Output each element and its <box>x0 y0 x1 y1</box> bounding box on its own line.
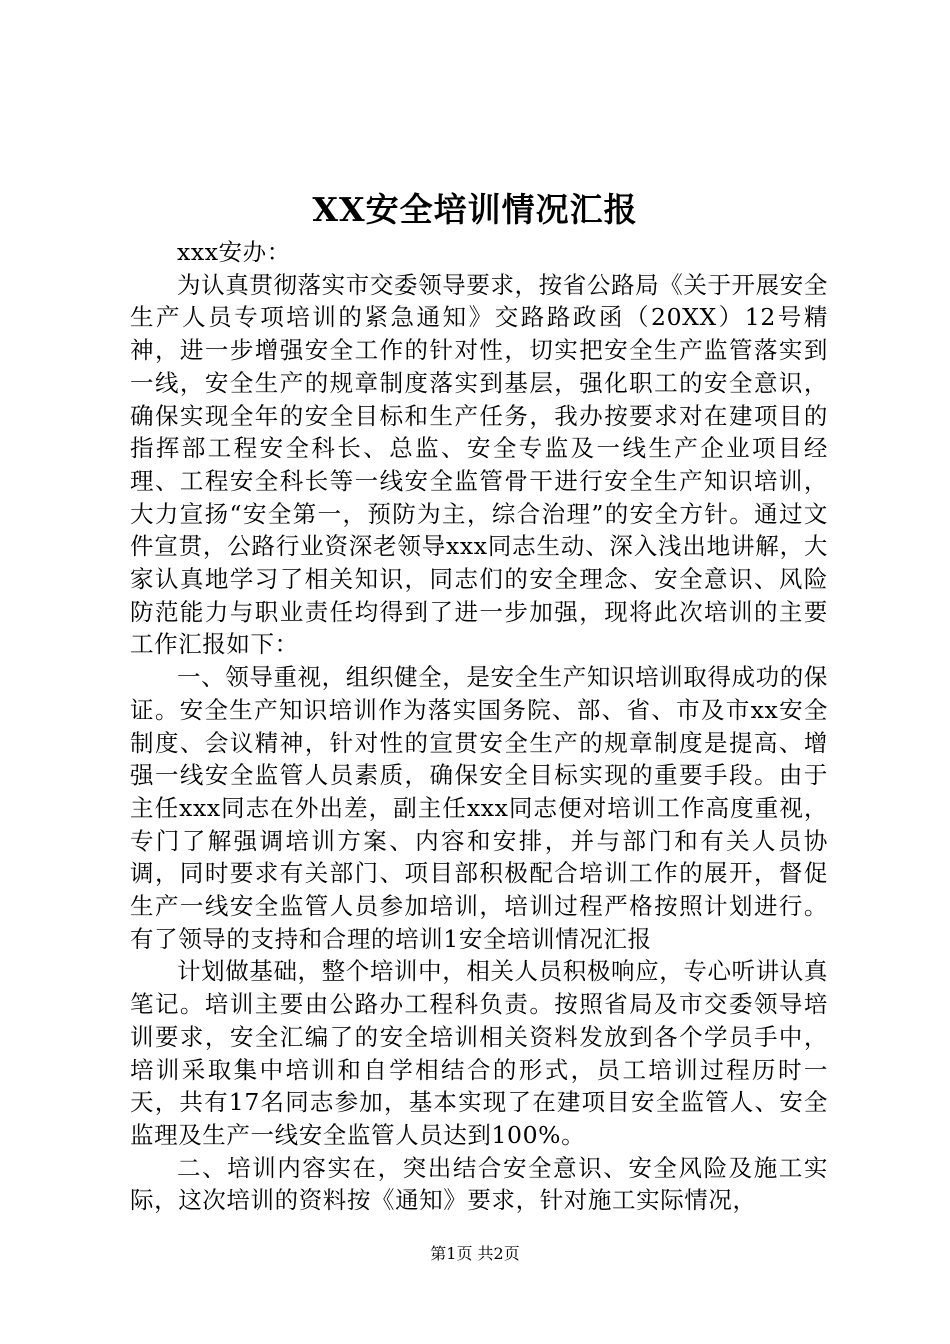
page-footer: 第1页 共2页 <box>430 1244 520 1263</box>
document-title: XX安全培训情况汇报 <box>312 190 638 229</box>
salutation: xxx安办： <box>177 238 291 266</box>
paragraph: 二、培训内容实在，突出结合安全意识、安全风险及施工实际，这次培训的资料按《通知》要求，针对施工实际情况， <box>130 1153 828 1215</box>
paragraph: 计划做基础，整个培训中，相关人员积极响应，专心听讲认真笔记。培训主要由公路办工程科负责。按照省局及市交委领导培训要求，安全汇编了的安全培训相关资料发放到各个学员手中，培训采取集中培训和自学相结合的形式，员工培训过程历时一天，共有17名同志参加，基本实现了在建项目安全监管人、安全监理及生产一线安全监管人员达到100%。 <box>130 957 828 1149</box>
paragraph: 为认真贯彻落实市交委领导要求，按省公路局《关于开展安全生产人员专项培训的紧急通知》交路路政函（20XX）12号精神，进一步增强安全工作的针对性，切实把安全生产监管落实到一线，安全生产的规章制度落实到基层，强化职工的安全意识，确保实现全年的安全目标和生产任务，我办按要求对在建项目的指挥部工程安全科长、总监、安全专监及一线生产企业项目经理、工程安全科长等一线安全监管骨干进行安全生产知识培训，大力宣扬“安全第一，预防为主，综合治理”的安全方针。通过文件宣贯，公路行业资深老领导xxx同志生动、深入浅出地讲解，大家认真地学习了相关知识，同志们的安全理念、安全意识、风险防范能力与职业责任均得到了进一步加强，现将此次培训的主要工作汇报如下： <box>130 270 828 659</box>
paragraph: 一、领导重视，组织健全，是安全生产知识培训取得成功的保证。安全生产知识培训作为落实国务院、部、省、市及市xx安全制度、会议精神，针对性的宣贯安全生产的规章制度是提高、增强一线安全监管人员素质，确保安全目标实现的重要手段。由于主任xxx同志在外出差，副主任xxx同志便对培训工作高度重视，专门了解强调培训方案、内容和安排，并与部门和有关人员协调，同时要求有关部门、项目部积极配合培训工作的展开，督促生产一线安全监管人员参加培训，培训过程严格按照计划进行。有了领导的支持和合理的培训1安全培训情况汇报 <box>130 663 828 953</box>
document-body <box>130 236 828 1217</box>
